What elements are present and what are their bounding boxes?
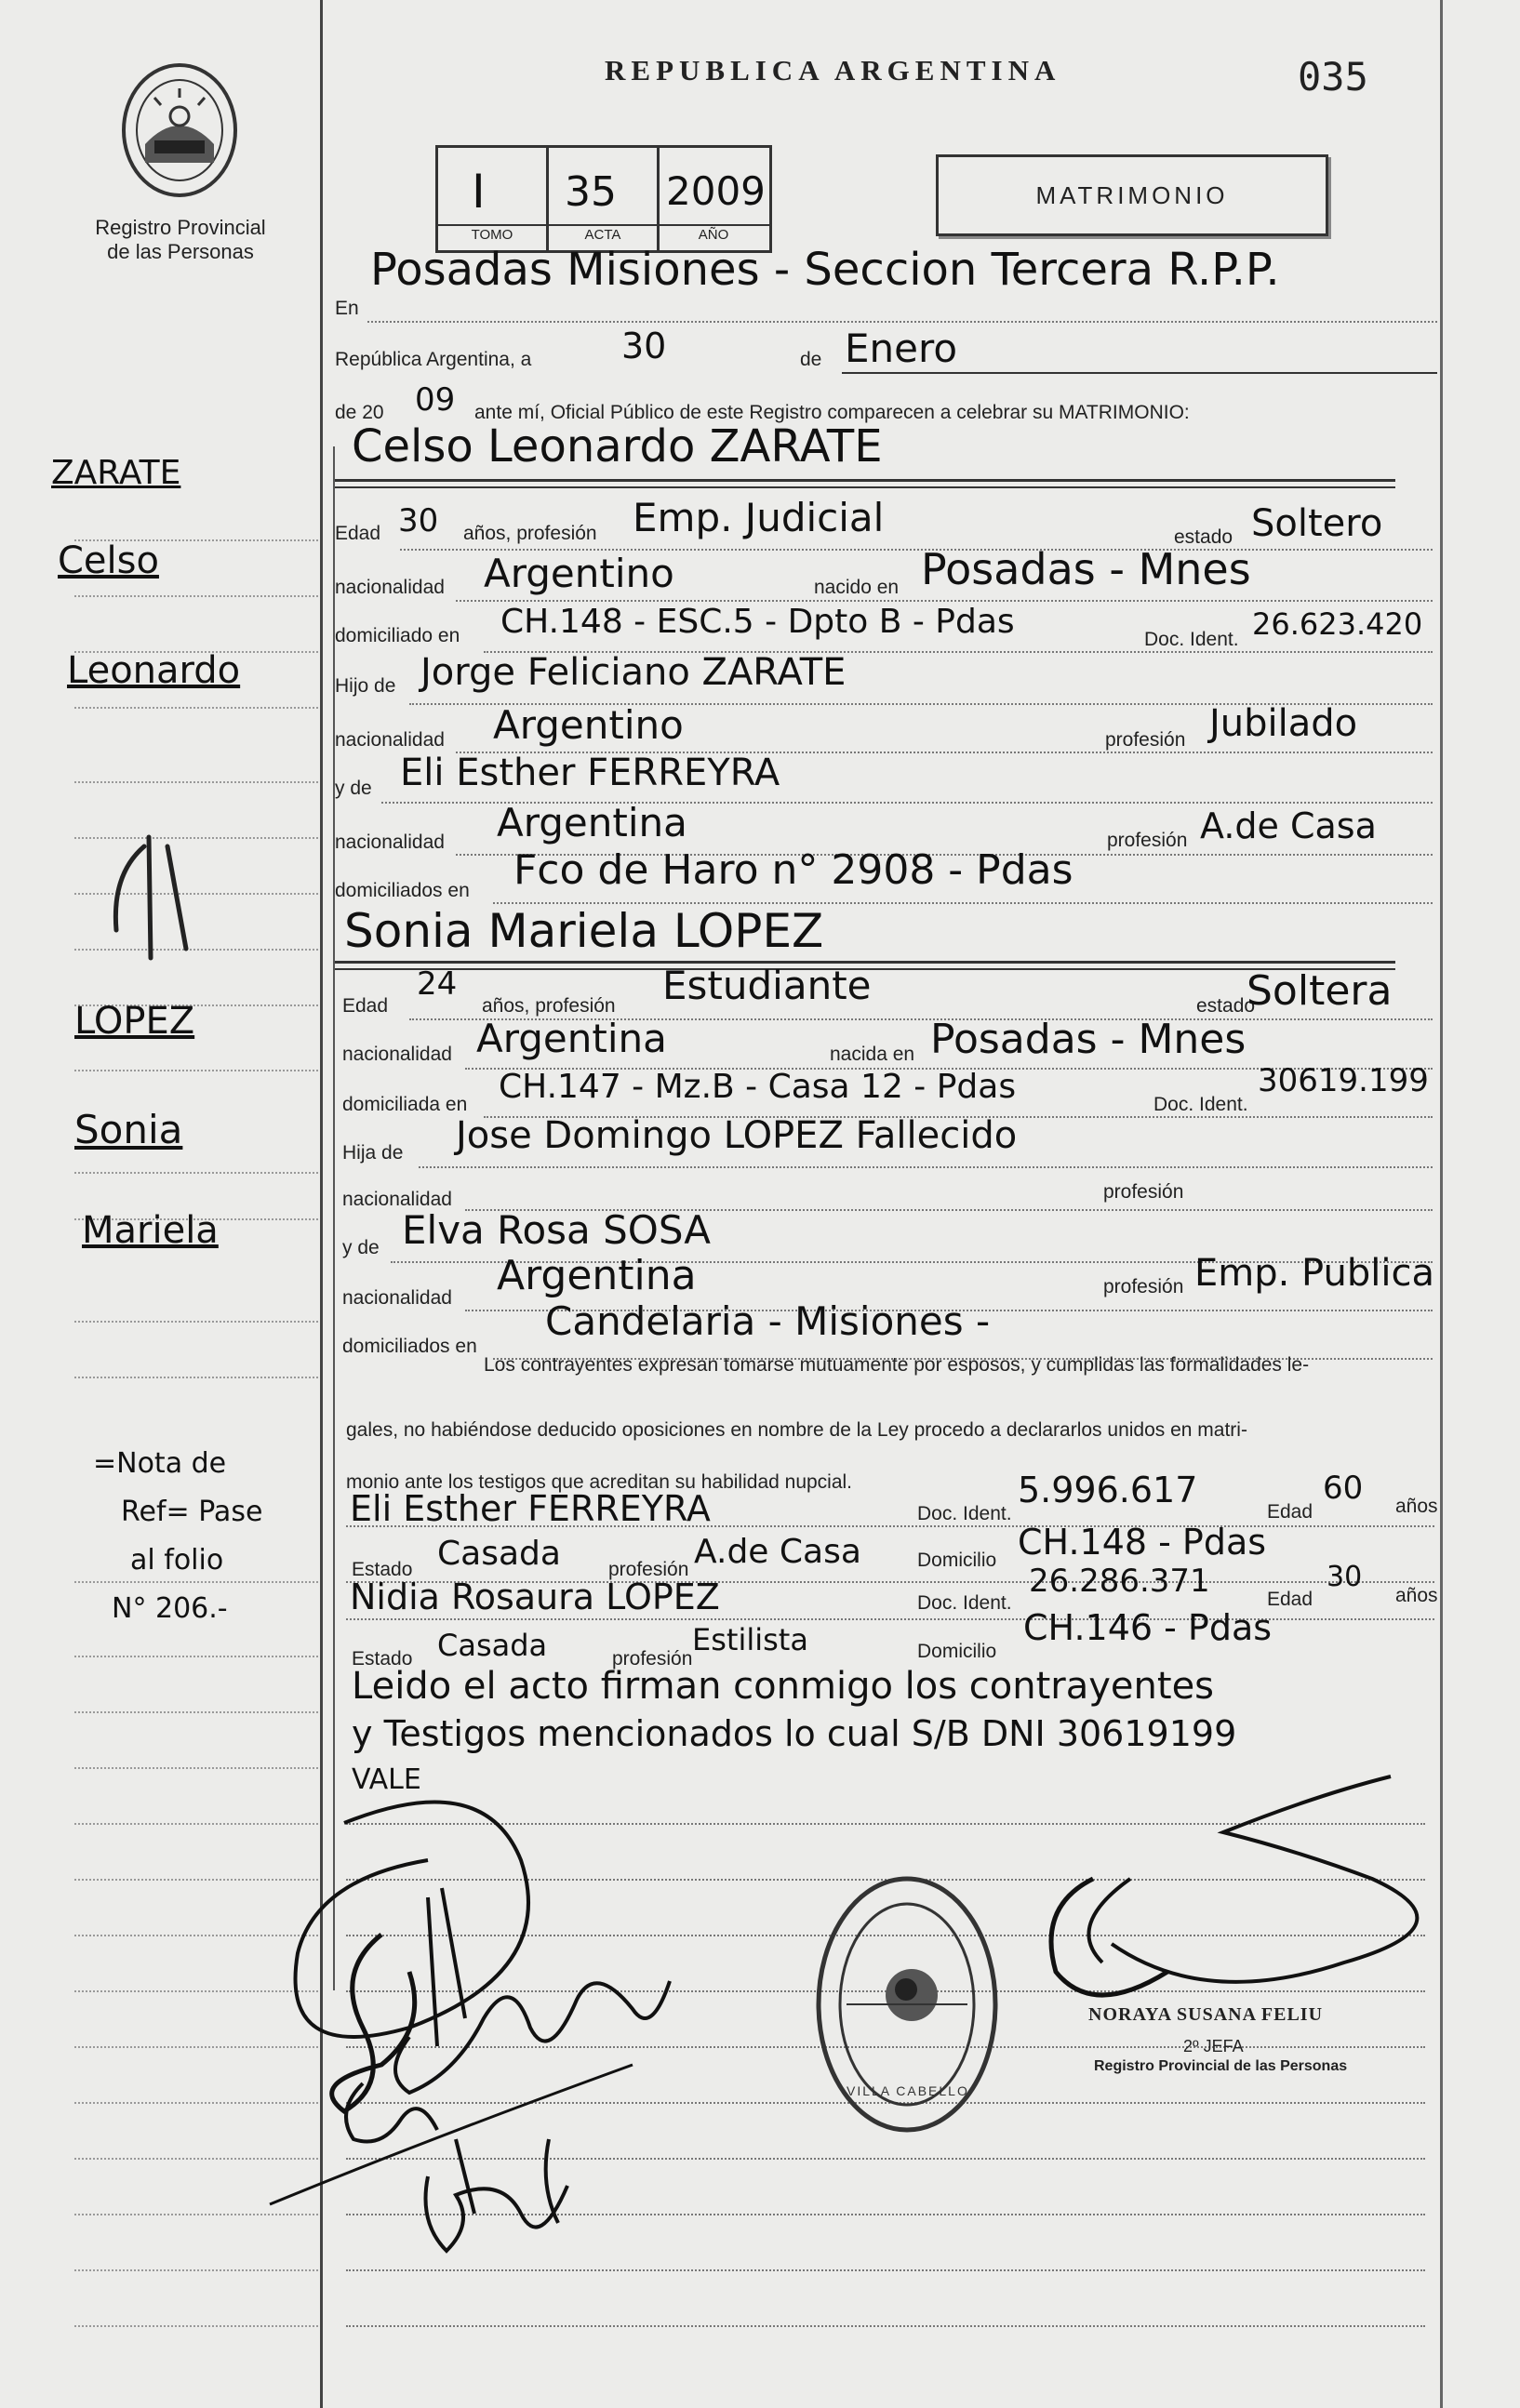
witness1-prof-label: profesión xyxy=(608,1559,689,1580)
witness1-domicile-label: Domicilio xyxy=(917,1550,997,1571)
witness2-name: Nidia Rosaura LOPEZ xyxy=(350,1577,720,1617)
witness2-status: Casada xyxy=(437,1628,548,1663)
de-label: de xyxy=(800,349,822,370)
groom-doc: 26.623.420 xyxy=(1252,606,1423,642)
groom-father-prof-label: profesión xyxy=(1105,729,1186,751)
tomo-label: TOMO xyxy=(471,227,513,243)
witness1-age: 60 xyxy=(1323,1470,1364,1507)
country-title: REPUBLICA ARGENTINA xyxy=(605,54,1061,86)
tomo-value: I xyxy=(472,165,486,219)
witness1-name: Eli Esther FERREYRA xyxy=(350,1488,711,1529)
place-value: Posadas Misiones - Seccion Tercera R.P.P. xyxy=(370,244,1280,296)
bride-parents-domicile-label: domiciliados en xyxy=(342,1336,477,1357)
witness1-profession: A.de Casa xyxy=(694,1533,861,1571)
bride-mother-prof-label: profesión xyxy=(1103,1276,1184,1297)
bride-father-nat-label: nacionalidad xyxy=(342,1189,452,1210)
closing-line3: VALE xyxy=(352,1763,421,1796)
groom-and-of-label: y de xyxy=(335,778,372,799)
document-type-box: MATRIMONIO xyxy=(936,154,1328,236)
declaration-line2: gales, no habiéndose deducido oposiciones en nombre de la Ley procedo a declararlos unidos en matri- xyxy=(346,1419,1247,1441)
witness1-doc: 5.996.617 xyxy=(1018,1470,1198,1510)
groom-born-label: nacido en xyxy=(814,577,900,598)
official-name: NORAYA SUSANA FELIU xyxy=(1088,2004,1324,2025)
bride-mother-nationality: Argentina xyxy=(497,1252,697,1299)
margin-groom-name1: Celso xyxy=(58,539,159,582)
witness1-years-label: años xyxy=(1395,1496,1438,1517)
bride-doc: 30619.199 xyxy=(1258,1062,1429,1099)
day-value: 30 xyxy=(621,326,667,366)
groom-full-name: Celso Leonardo ZARATE xyxy=(352,420,883,472)
month-value: Enero xyxy=(845,326,958,371)
margin-bride-name1: Sonia xyxy=(74,1107,183,1152)
bride-domicile-label: domiciliada en xyxy=(342,1094,468,1115)
witness2-domicile: CH.146 - Pdas xyxy=(1023,1607,1273,1648)
margin-note xyxy=(93,1440,262,1633)
registry-stamp-icon xyxy=(809,1865,1005,2144)
declaration-line1: Los contrayentes expresan tomarse mutuamente por esposos, y cumplidas las formalidades le- xyxy=(484,1354,1310,1376)
bride-mother-profession: Emp. Publica xyxy=(1194,1252,1434,1295)
groom-mother-prof-label: profesión xyxy=(1107,830,1188,851)
appear-text: ante mí, Oficial Público de este Registro comparecen a celebrar su MATRIMONIO: xyxy=(474,402,1190,423)
witness2-doc: 26.286.371 xyxy=(1029,1563,1210,1600)
groom-edad-label: Edad xyxy=(335,523,381,544)
groom-civil-status: Soltero xyxy=(1251,502,1383,545)
margin-note-line4: N° 206.- xyxy=(112,1592,228,1625)
margin-note-line2: Ref= Pase xyxy=(121,1496,263,1528)
bride-daughter-of-label: Hija de xyxy=(342,1142,404,1164)
witness2-age: 30 xyxy=(1327,1561,1363,1593)
groom-mother-nationality: Argentina xyxy=(497,800,687,845)
bride-birthplace: Posadas - Mnes xyxy=(930,1016,1247,1063)
closing-line1: Leido el acto firman conmigo los contrayentes xyxy=(352,1665,1215,1708)
ano-value: 2009 xyxy=(666,168,766,214)
bride-estado-label: estado xyxy=(1196,995,1256,1017)
groom-father-profession: Jubilado xyxy=(1209,702,1358,745)
bride-civil-status: Soltera xyxy=(1247,967,1393,1015)
groom-birthplace: Posadas - Mnes xyxy=(921,544,1251,594)
witness1-edad-label: Edad xyxy=(1267,1501,1313,1523)
bride-parents-domicile: Candelaria - Misiones - xyxy=(545,1298,991,1344)
groom-mother: Eli Esther FERREYRA xyxy=(400,752,780,794)
registry-name: Registro Provincial de las Personas xyxy=(95,216,266,263)
witness2-doc-label: Doc. Ident. xyxy=(917,1592,1012,1614)
groom-father: Jorge Feliciano ZARATE xyxy=(420,651,847,694)
margin-bride-surname: LOPEZ xyxy=(74,1000,195,1043)
margin-initial-signature-icon xyxy=(93,818,214,977)
groom-father-nationality: Argentino xyxy=(493,702,684,748)
bride-age: 24 xyxy=(417,965,458,1003)
bride-domicile: CH.147 - Mz.B - Casa 12 - Pdas xyxy=(499,1068,1017,1106)
bride-mother-nat-label: nacionalidad xyxy=(342,1287,452,1309)
bride-father: Jose Domingo LOPEZ Fallecido xyxy=(456,1114,1018,1157)
en-label: En xyxy=(335,298,359,319)
provincial-seal-icon xyxy=(110,51,249,200)
republic-label: República Argentina, a xyxy=(335,349,532,370)
witness2-edad-label: Edad xyxy=(1267,1589,1313,1610)
witness1-status: Casada xyxy=(437,1535,561,1573)
witness1-estado-label: Estado xyxy=(352,1559,413,1580)
groom-son-of-label: Hijo de xyxy=(335,675,396,697)
groom-doc-label: Doc. Ident. xyxy=(1144,629,1239,650)
margin-groom-name2: Leonardo xyxy=(67,649,241,692)
signatures-icon xyxy=(242,1786,726,2307)
acta-label: ACTA xyxy=(584,227,621,243)
bride-mother: Elva Rosa SOSA xyxy=(402,1207,712,1253)
margin-bride-name2: Mariela xyxy=(82,1209,219,1252)
groom-nationality: Argentino xyxy=(484,551,674,596)
groom-parents-domicile-label: domiciliados en xyxy=(335,880,470,901)
bride-born-label: nacida en xyxy=(830,1044,915,1065)
witness1-domicile: CH.148 - Pdas xyxy=(1018,1522,1267,1563)
ano-label: AÑO xyxy=(698,227,729,243)
bride-and-of-label: y de xyxy=(342,1237,380,1258)
official-office: Registro Provincial de las Personas xyxy=(1094,2058,1348,2074)
groom-domicile-label: domiciliado en xyxy=(335,625,460,646)
bride-full-name: Sonia Mariela LOPEZ xyxy=(344,904,824,958)
bride-nationality: Argentina xyxy=(476,1016,667,1061)
groom-estado-label: estado xyxy=(1174,526,1233,548)
bride-profession: Estudiante xyxy=(662,963,872,1008)
bride-edad-label: Edad xyxy=(342,995,389,1017)
groom-profession-label: años, profesión xyxy=(463,523,597,544)
witness2-years-label: años xyxy=(1395,1585,1438,1606)
witness1-doc-label: Doc. Ident. xyxy=(917,1503,1012,1524)
groom-age: 30 xyxy=(398,502,439,539)
bride-father-prof-label: profesión xyxy=(1103,1181,1184,1203)
official-title: 2º JEFA xyxy=(1183,2037,1244,2055)
groom-mother-profession: A.de Casa xyxy=(1200,805,1377,846)
bride-nationality-label: nacionalidad xyxy=(342,1044,452,1065)
page-number: 035 xyxy=(1298,54,1368,100)
bride-profession-label: años, profesión xyxy=(482,995,616,1017)
stamp-inner-text: VILLA CABELLO xyxy=(847,2083,969,2098)
acta-value: 35 xyxy=(565,168,617,216)
witness2-domicile-label: Domicilio xyxy=(917,1641,997,1662)
groom-father-nat-label: nacionalidad xyxy=(335,729,445,751)
witness2-profession: Estilista xyxy=(692,1622,808,1657)
witness2-prof-label: profesión xyxy=(612,1648,693,1670)
groom-profession: Emp. Judicial xyxy=(633,495,885,540)
margin-note-line3: al folio xyxy=(130,1544,224,1577)
bride-doc-label: Doc. Ident. xyxy=(1153,1094,1248,1115)
year-suffix: 09 xyxy=(415,381,456,419)
declaration-line3: monio ante los testigos que acreditan su habilidad nupcial. xyxy=(346,1471,853,1493)
year-prefix: de 20 xyxy=(335,402,384,423)
record-box xyxy=(435,145,772,253)
groom-parents-domicile: Fco de Haro n° 2908 - Pdas xyxy=(513,846,1073,894)
groom-nationality-label: nacionalidad xyxy=(335,577,445,598)
groom-mother-nat-label: nacionalidad xyxy=(335,831,445,853)
margin-note-line1: =Nota de xyxy=(93,1447,227,1480)
margin-groom-surname: ZARATE xyxy=(51,454,181,492)
witness2-estado-label: Estado xyxy=(352,1648,413,1670)
closing-line2: y Testigos mencionados lo cual S/B DNI 30619199 xyxy=(352,1713,1237,1754)
groom-domicile: CH.148 - ESC.5 - Dpto B - Pdas xyxy=(500,603,1015,641)
